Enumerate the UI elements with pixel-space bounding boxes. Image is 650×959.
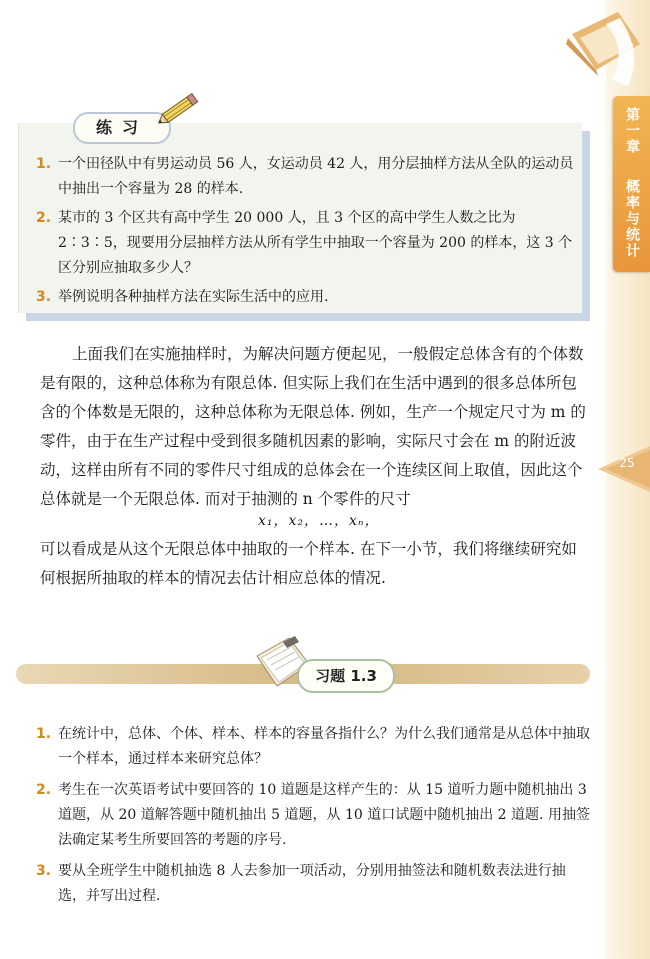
body-paragraph: 上面我们在实施抽样时，为解决问题方便起见，一般假定总体含有的个体数是有限的，这种总体称为有限总体. 但实际上我们在生活中遇到的很多总体所包含的个体数是无限的，这种总体称为无限总体. 例如，生产一个规定尺寸为 m 的零件，由于在生产过程中受到很多随机因素的影响，实际尺寸会在 m 的附近波动，这样由所有不同的零件尺寸组成的总体会在一个连续区间上取值，因此这个总体就是一个无限总体. 而对于抽测的 n 个零件的尺寸 — [40, 345, 586, 508]
body-paragraph: 可以看成是从这个无限总体中抽取的一个样本. 在下一小节，我们将继续研究如何根据所抽取的样本的情况去估计相应总体的情况. — [40, 540, 577, 587]
item-number: 1. — [36, 156, 52, 172]
list-item — [36, 152, 576, 202]
item-text: 某市的 3 个区共有高中学生 20 000 人，且 3 个区的高中学生人数之比为 2∶3∶5，现要用分层抽样方法从所有学生中抽取一个容量为 200 的样本，这 3 个区分别应抽取多少人？ — [58, 210, 573, 276]
chapter-title: 概率与统计 — [624, 179, 640, 259]
sample-formula: x₁，x₂，…，xₙ， — [258, 513, 380, 529]
page-number: 25 — [619, 456, 635, 470]
item-text: 考生在一次英语考试中要回答的 10 道题是这样产生的：从 15 道听力题中随机抽出 3 道题，从 20 道解答题中随机抽出 5 道题，从 10 道口试题中随机抽出 2 道题. 用抽签法确定某考生所要回答的考题的序号. — [58, 782, 590, 848]
item-number: 2. — [36, 210, 52, 226]
item-text: 在统计中，总体、个体、样本、样本的容量各指什么？为什么我们通常是从总体中抽取一个样本，通过样本来研究总体？ — [58, 726, 590, 767]
book-decoration-icon — [566, 4, 646, 92]
chapter-number: 第一章 — [624, 107, 640, 155]
pencil-icon — [156, 88, 204, 128]
chapter-tab — [613, 96, 650, 272]
item-number: 3. — [36, 863, 52, 879]
list-item — [36, 285, 576, 310]
item-number: 2. — [36, 782, 52, 798]
item-text: 举例说明各种抽样方法在实际生活中的应用. — [58, 289, 329, 305]
list-item — [36, 859, 592, 909]
exercises-title: 习题 1.3 — [315, 667, 377, 685]
practice-list — [36, 152, 576, 314]
list-item — [36, 206, 576, 281]
exercises-list — [36, 722, 592, 915]
item-number: 1. — [36, 726, 52, 742]
item-number: 3. — [36, 289, 52, 305]
list-item — [36, 722, 592, 772]
practice-title: 练习 — [95, 118, 148, 137]
exercises-title-badge — [297, 659, 395, 693]
list-item — [36, 778, 592, 853]
item-text: 一个田径队中有男运动员 56 人，女运动员 42 人，用分层抽样方法从全队的运动员中抽出一个容量为 28 的样本. — [58, 156, 574, 197]
item-text: 要从全班学生中随机抽选 8 人去参加一项活动，分别用抽签法和随机数表法进行抽选，并写出过程. — [58, 863, 566, 904]
